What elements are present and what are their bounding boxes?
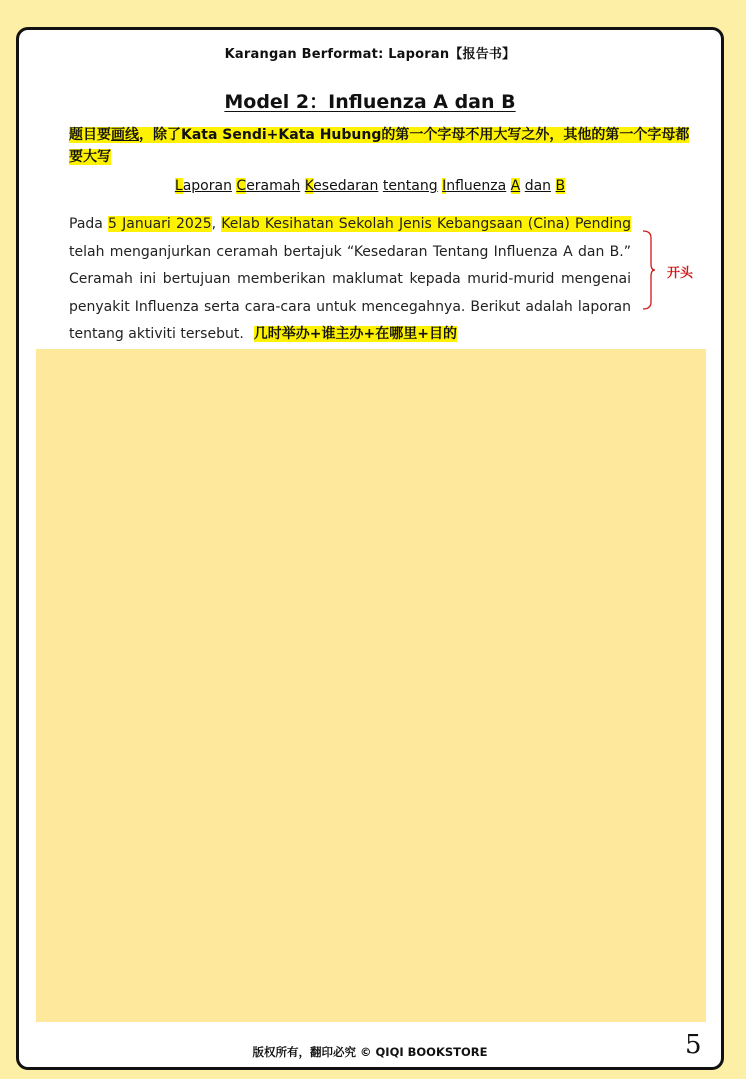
subtitle-word-5: Influenza bbox=[442, 178, 507, 194]
para-date: 5 Januari 2025 bbox=[108, 216, 212, 232]
subtitle-word-3: Kesedaran bbox=[304, 178, 379, 194]
para-lead: Pada bbox=[69, 216, 109, 232]
para-tag: 几时举办+谁主办+在哪里+目的 bbox=[253, 326, 457, 342]
title-text: Model 2：Influenza A dan B bbox=[224, 91, 516, 113]
page-sheet bbox=[16, 27, 724, 1070]
note-part1: 题目要 bbox=[69, 127, 111, 143]
subtitle-word-4: tentang bbox=[382, 178, 438, 194]
page-number: 5 bbox=[685, 1030, 702, 1060]
para-comma: , bbox=[211, 216, 222, 232]
subtitle-word-2: Ceramah bbox=[236, 178, 301, 194]
brace-label: 开头 bbox=[667, 266, 694, 281]
note-part5: 的第一个字母不用大写之外，其他的第一个字母都要大写 bbox=[69, 127, 690, 165]
opening-paragraph bbox=[69, 211, 631, 349]
page-header: Karangan Berformat: Laporan【报告书】 bbox=[224, 47, 516, 62]
instruction-note bbox=[69, 124, 697, 168]
subtitle-word-8: B bbox=[555, 178, 566, 194]
report-title bbox=[19, 178, 721, 194]
footer-copyright: 版权所有，翻印必究 © QIQI BOOKSTORE bbox=[252, 1045, 488, 1059]
note-part2: 画线 bbox=[111, 127, 139, 143]
para-organizer: Kelab Kesihatan Sekolah Jenis Kebangsaan (Cina) Pending bbox=[221, 216, 631, 232]
subtitle-word-6: A bbox=[510, 178, 521, 194]
blank-writing-area bbox=[36, 349, 706, 1022]
page-title bbox=[19, 87, 721, 114]
note-part3: ，除了 bbox=[139, 127, 181, 143]
note-part4: Kata Sendi+Kata Hubung bbox=[181, 127, 382, 143]
para-body: telah menganjurkan ceramah bertajuk “Kesedaran Tentang Influenza A dan B.” Ceramah ini bertujuan memberikan maklumat kepada murid-murid mengenai penyakit Influenza serta cara-cara untuk mencegahnya. Berikut adalah laporan tentang aktiviti tersebut. bbox=[69, 243, 631, 342]
brace-icon bbox=[642, 230, 656, 310]
subtitle-word-1: Laporan bbox=[174, 178, 232, 194]
subtitle-word-7: dan bbox=[524, 178, 552, 194]
